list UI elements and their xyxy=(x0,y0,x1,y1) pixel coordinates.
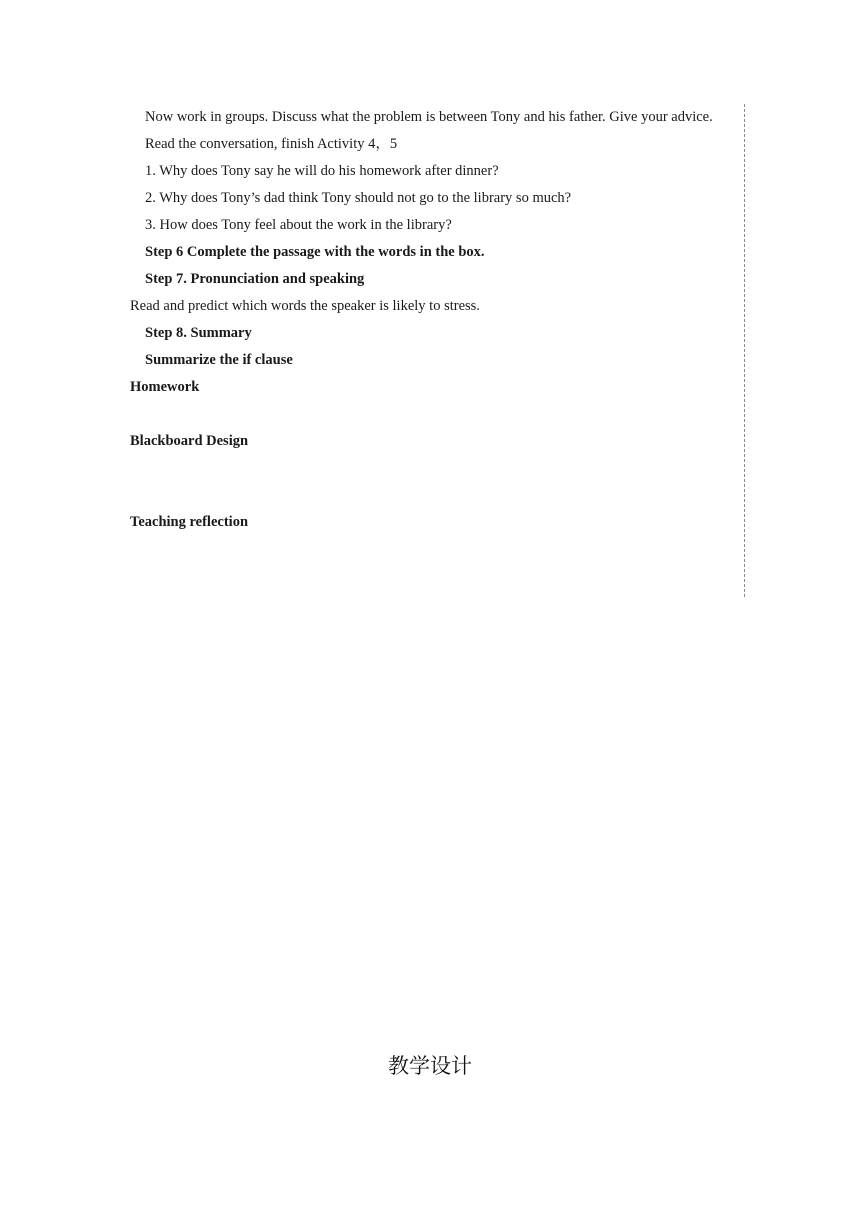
step-8-heading: Step 8. Summary xyxy=(145,325,252,341)
blackboard-design-heading: Blackboard Design xyxy=(130,433,249,449)
step-8-text: Summarize the if clause xyxy=(145,352,293,368)
question-2: 2. Why does Tony’s dad think Tony should not go to the library so much? xyxy=(145,190,572,206)
question-3: 3. How does Tony feel about the work in the library? xyxy=(145,217,452,233)
lesson-content xyxy=(130,104,737,536)
read-instruction: Read the conversation, finish Activity 4，5 xyxy=(145,136,398,152)
question-1: 1. Why does Tony say he will do his homework after dinner? xyxy=(145,163,499,179)
spacer xyxy=(130,455,737,509)
teaching-reflection-heading: Teaching reflection xyxy=(130,514,249,530)
homework-heading: Homework xyxy=(130,379,200,395)
step-6-heading: Step 6 Complete the passage with the words in the box. xyxy=(145,244,485,260)
step-7-heading: Step 7. Pronunciation and speaking xyxy=(145,271,365,287)
spacer xyxy=(130,401,737,428)
step-7-text: Read and predict which words the speaker is likely to stress. xyxy=(130,298,480,314)
table-cell-border xyxy=(744,104,745,597)
page-footer-title: 教学设计 xyxy=(388,1054,472,1078)
intro-paragraph: Now work in groups. Discuss what the problem is between Tony and his father. Give your advice. xyxy=(145,109,713,125)
